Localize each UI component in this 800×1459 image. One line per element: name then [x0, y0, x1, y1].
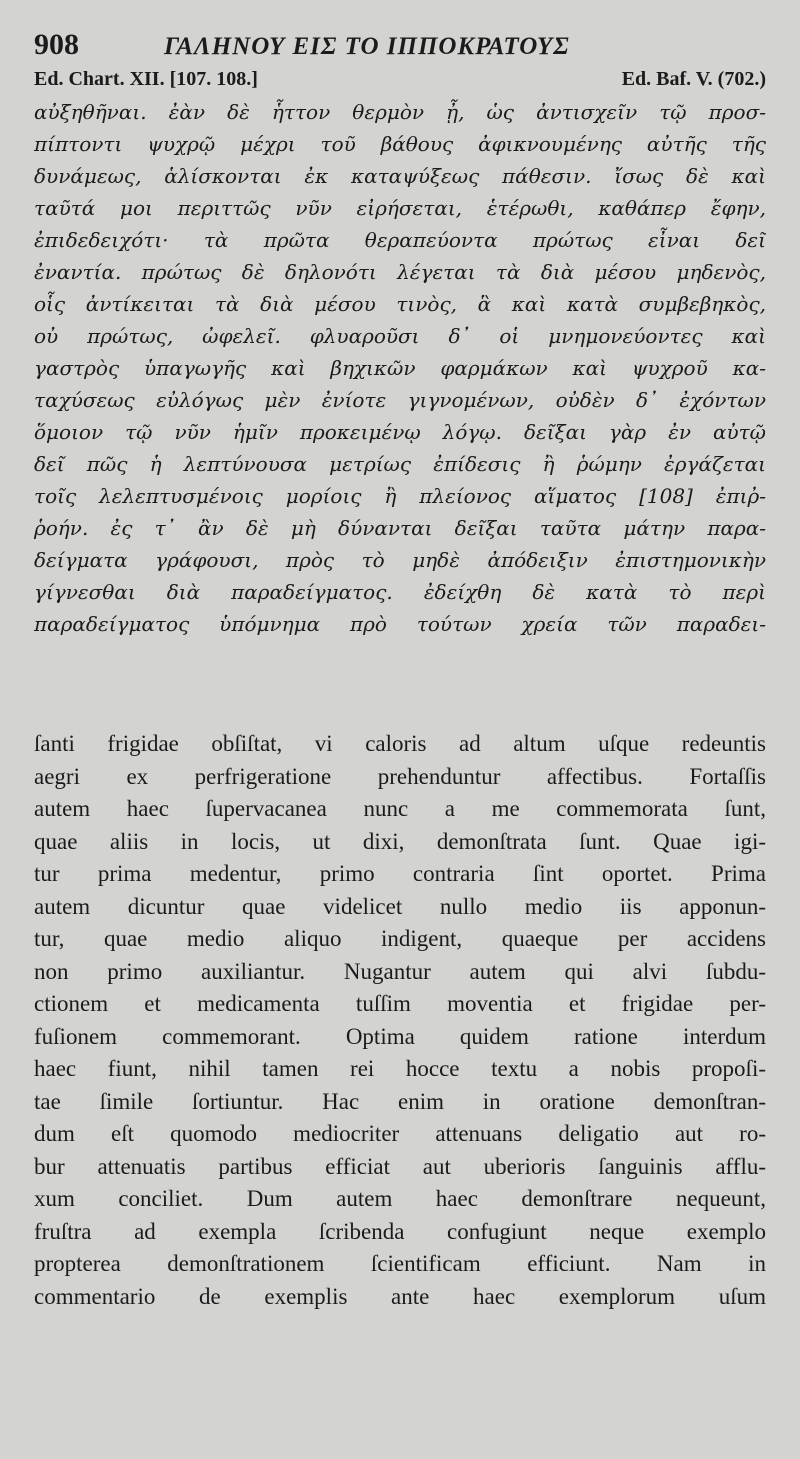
- latin-line: ctionem et medicamenta tuſſim moventia et frigidae per-: [34, 991, 766, 1016]
- edition-right: Ed. Baf. V. (702.): [621, 68, 766, 90]
- edition-references: [34, 68, 766, 96]
- greek-line: αὐξηθῆναι. ἐὰν δὲ ἧττον θερμὸν ᾖ, ὡς ἀντισχεῖν τῷ προσ-: [34, 100, 766, 124]
- latin-text: [34, 728, 766, 1313]
- latin-line: propterea demonſtrationem ſcientificam efficiunt. Nam in: [34, 1251, 766, 1276]
- latin-line: aegri ex perfrigeratione prehenduntur affectibus. Fortaſſis: [34, 763, 766, 789]
- section-gap: [34, 640, 766, 728]
- latin-line: tae ſimile ſortiuntur. Hac enim in oratione demonſtran-: [34, 1088, 766, 1114]
- latin-line: tur, quae medio aliquo indigent, quaeque per accidens: [34, 926, 766, 951]
- greek-line: ῥοήν. ἐς τ᾽ ἂν δὲ μὴ δύνανται δεῖξαι ταῦτα μάτην παρα-: [34, 516, 766, 540]
- latin-line: haec fiunt, nihil tamen rei hocce textu a nobis propoſi-: [34, 1056, 766, 1081]
- greek-line: ταχύσεως εὐλόγως μὲν ἐνίοτε γιγνομένων, οὐδὲν δ᾽ ἐχόντων: [34, 388, 766, 412]
- latin-line: fuſionem commemorant. Optima quidem ratione interdum: [34, 1023, 766, 1049]
- latin-line: autem haec ſupervacanea nunc a me commemorata ſunt,: [34, 796, 766, 821]
- greek-line: ἐπιδεδειχότι· τὰ πρῶτα θεραπεύοντα πρώτως εἶναι δεῖ: [34, 228, 766, 252]
- greek-line: γίγνεσθαι διὰ παραδείγματος. ἐδείχθη δὲ κατὰ τὸ περὶ: [34, 580, 766, 604]
- latin-line: non primo auxiliantur. Nugantur autem qui alvi ſubdu-: [34, 958, 766, 984]
- latin-line: fruſtra ad exempla ſcribenda confugiunt neque exemplo: [34, 1218, 766, 1244]
- latin-line: dum eſt quomodo mediocriter attenuans deligatio aut ro-: [34, 1121, 766, 1146]
- greek-line: πίπτοντι ψυχρῷ μέχρι τοῦ βάθους ἀφικνουμένης αὐτῆς τῆς: [34, 132, 766, 156]
- greek-line: ταῦτά μοι περιττῶς νῦν εἰρήσεται, ἑτέρωθι, καθάπερ ἔφην,: [34, 196, 766, 220]
- greek-line: δείγματα γράφουσι, πρὸς τὸ μηδὲ ἀπόδειξιν ἐπιστημονικὴν: [34, 548, 766, 572]
- greek-line: δυνάμεως, ἁλίσκονται ἐκ καταψύξεως πάθεσιν. ἴσως δὲ καὶ: [34, 164, 766, 188]
- latin-line: commentario de exemplis ante haec exemplorum uſum: [34, 1283, 766, 1309]
- edition-left: Ed. Chart. XII. [107. 108.]: [34, 68, 258, 90]
- running-title: ΓΑΛΗΝΟΥ ΕΙΣ ΤΟ ΙΠΠΟΚΡΑΤΟΥΣ: [164, 33, 570, 60]
- greek-line: δεῖ πῶς ἡ λεπτύνουσα μετρίως ἐπίδεσις ἢ ῥώμην ἐργάζεται: [34, 452, 766, 476]
- greek-line: παραδείγματος ὑπόμνημα πρὸ τούτων χρεία τῶν παραδει-: [34, 612, 766, 636]
- greek-line: ὅμοιον τῷ νῦν ἡμῖν προκειμένῳ λόγῳ. δεῖξαι γὰρ ἐν αὐτῷ: [34, 420, 766, 444]
- latin-line: ſanti frigidae obſiſtat, vi caloris ad altum uſque redeuntis: [34, 731, 766, 756]
- page-header: [34, 28, 766, 68]
- greek-line: οἷς ἀντίκειται τὰ διὰ μέσου τινὸς, ἃ καὶ κατὰ συμβεβηκὸς,: [34, 292, 766, 316]
- latin-line: xum conciliet. Dum autem haec demonſtrare nequeunt,: [34, 1186, 766, 1211]
- greek-line: γαστρὸς ὑπαγωγῆς καὶ βηχικῶν φαρμάκων καὶ ψυχροῦ κα-: [34, 356, 766, 380]
- latin-line: tur prima medentur, primo contraria ſint oportet. Prima: [34, 861, 766, 886]
- page-number: 908: [34, 28, 79, 61]
- latin-line: autem dicuntur quae videlicet nullo medio iis apponun-: [34, 893, 766, 919]
- greek-line: τοῖς λελεπτυσμένοις μορίοις ἢ πλείονος αἵματος [108] ἐπιῤ-: [34, 484, 766, 508]
- latin-line: bur attenuatis partibus efficiat aut uberioris ſanguinis afflu-: [34, 1153, 766, 1179]
- latin-line: quae aliis in locis, ut dixi, demonſtrata ſunt. Quae igi-: [34, 828, 766, 854]
- greek-text: [34, 96, 766, 640]
- greek-line: οὐ πρώτως, ὠφελεῖ. φλυαροῦσι δ᾽ οἱ μνημονεύοντες καὶ: [34, 324, 766, 348]
- greek-line: ἐναντία. πρώτως δὲ δηλονότι λέγεται τὰ διὰ μέσου μηδενὸς,: [34, 260, 766, 284]
